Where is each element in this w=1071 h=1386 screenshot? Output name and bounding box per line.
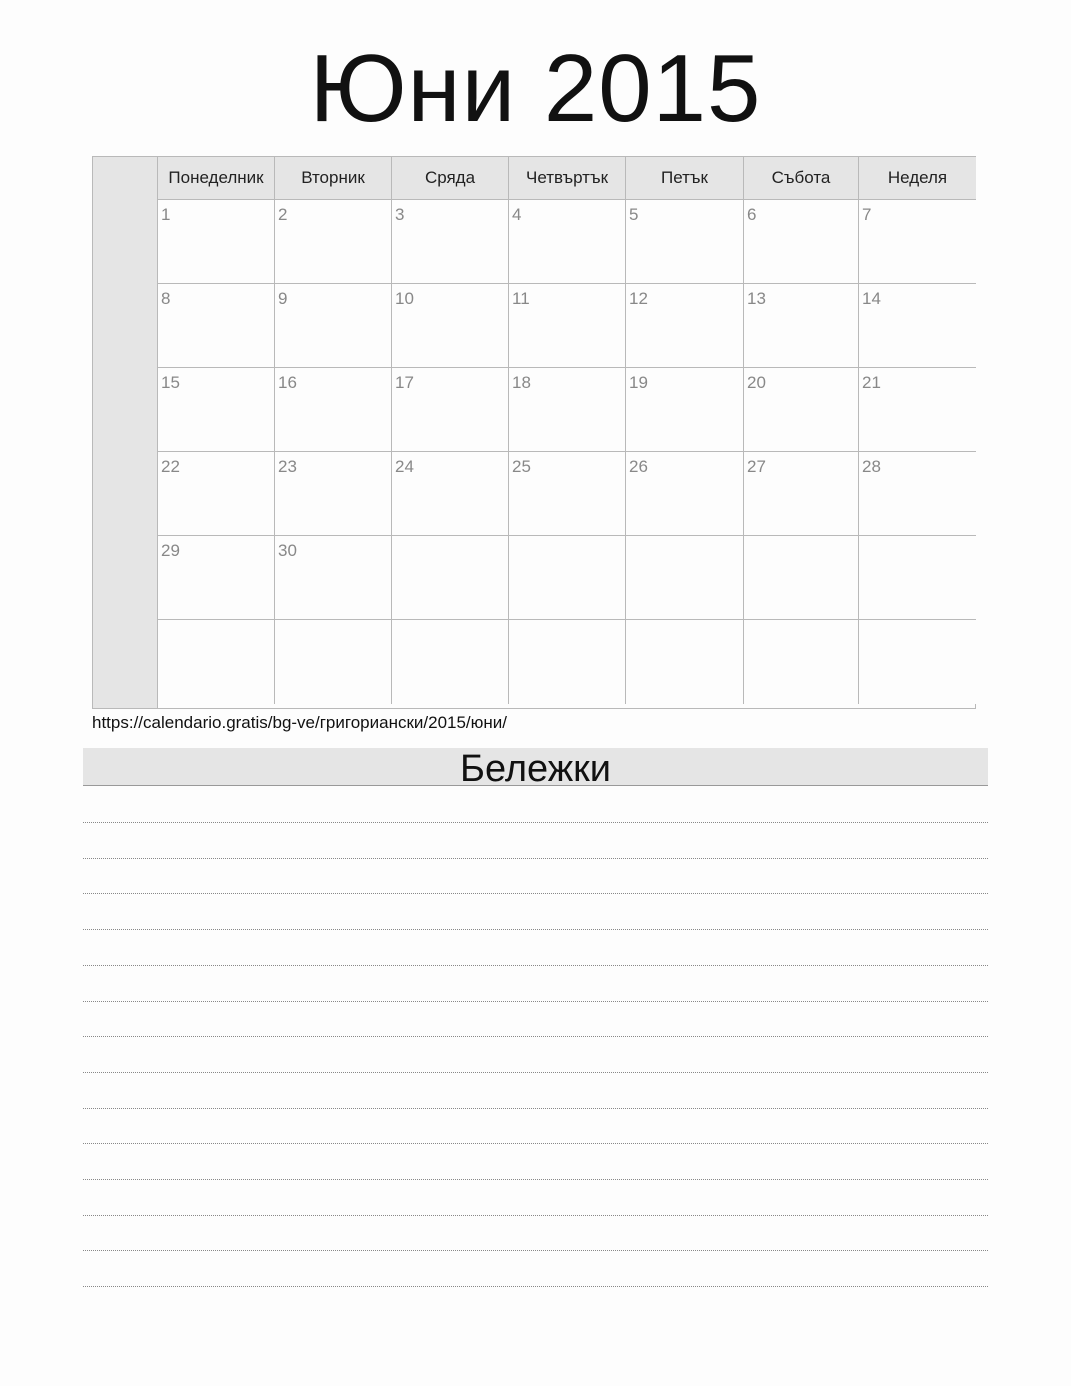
note-line[interactable]	[83, 1286, 988, 1287]
day-cell[interactable]	[392, 536, 509, 619]
day-cell[interactable]	[744, 200, 859, 283]
day-cell[interactable]	[744, 368, 859, 451]
calendar-weeks	[158, 200, 976, 704]
day-cell[interactable]	[158, 200, 275, 283]
week-row	[158, 536, 976, 620]
day-cell[interactable]	[626, 284, 744, 367]
day-cell[interactable]	[509, 620, 626, 704]
day-number: 28	[862, 457, 881, 476]
day-number: 1	[161, 205, 171, 224]
weekday-header: Четвъртък	[509, 157, 626, 199]
day-number: 11	[512, 289, 530, 308]
weekday-header: Събота	[744, 157, 859, 199]
day-number: 12	[629, 289, 648, 308]
day-number: 30	[278, 541, 297, 560]
note-line[interactable]	[83, 1001, 988, 1002]
day-cell[interactable]	[275, 368, 392, 451]
week-row	[158, 620, 976, 704]
day-cell[interactable]	[859, 284, 976, 367]
day-cell[interactable]	[158, 368, 275, 451]
day-cell[interactable]	[158, 452, 275, 535]
day-cell[interactable]	[859, 620, 976, 704]
day-cell[interactable]	[392, 452, 509, 535]
day-cell[interactable]	[859, 452, 976, 535]
day-number: 17	[395, 373, 414, 392]
day-cell[interactable]	[275, 200, 392, 283]
week-number-column	[93, 157, 158, 708]
day-cell[interactable]	[859, 536, 976, 619]
note-line[interactable]	[83, 1215, 988, 1216]
day-cell[interactable]	[275, 452, 392, 535]
note-line[interactable]	[83, 822, 988, 823]
day-cell[interactable]	[744, 620, 859, 704]
day-number: 5	[629, 205, 639, 224]
day-number: 2	[278, 205, 288, 224]
day-cell[interactable]	[158, 620, 275, 704]
day-number: 22	[161, 457, 180, 476]
day-cell[interactable]	[392, 368, 509, 451]
note-line[interactable]	[83, 858, 988, 859]
day-number: 6	[747, 205, 757, 224]
day-cell[interactable]	[275, 284, 392, 367]
day-number: 13	[747, 289, 766, 308]
calendar-grid	[92, 156, 976, 709]
note-line[interactable]	[83, 1179, 988, 1180]
note-line[interactable]	[83, 1108, 988, 1109]
day-number: 21	[862, 373, 881, 392]
day-cell[interactable]	[509, 284, 626, 367]
weekday-header: Петък	[626, 157, 744, 199]
day-cell[interactable]	[158, 284, 275, 367]
day-number: 4	[512, 205, 522, 224]
day-number: 10	[395, 289, 414, 308]
week-row	[158, 452, 976, 536]
week-row	[158, 368, 976, 452]
day-cell[interactable]	[392, 284, 509, 367]
day-number: 8	[161, 289, 171, 308]
day-number: 15	[161, 373, 180, 392]
day-cell[interactable]	[509, 452, 626, 535]
day-cell[interactable]	[626, 452, 744, 535]
day-number: 24	[395, 457, 414, 476]
day-number: 16	[278, 373, 297, 392]
note-line[interactable]	[83, 1143, 988, 1144]
day-number: 26	[629, 457, 648, 476]
weekday-header: Вторник	[275, 157, 392, 199]
weekday-header-row	[158, 157, 976, 200]
weekday-header: Понеделник	[158, 157, 275, 199]
day-cell[interactable]	[275, 536, 392, 619]
day-cell[interactable]	[626, 368, 744, 451]
page-title: Юни 2015	[309, 35, 762, 142]
weekday-header: Сряда	[392, 157, 509, 199]
day-cell[interactable]	[392, 200, 509, 283]
day-cell[interactable]	[744, 452, 859, 535]
day-number: 23	[278, 457, 297, 476]
day-number: 27	[747, 457, 766, 476]
day-cell[interactable]	[626, 536, 744, 619]
day-number: 19	[629, 373, 648, 392]
day-cell[interactable]	[626, 200, 744, 283]
day-cell[interactable]	[509, 536, 626, 619]
day-number: 25	[512, 457, 531, 476]
note-line[interactable]	[83, 1036, 988, 1037]
day-cell[interactable]	[859, 368, 976, 451]
day-number: 3	[395, 205, 405, 224]
note-line[interactable]	[83, 965, 988, 966]
day-cell[interactable]	[509, 368, 626, 451]
day-cell[interactable]	[509, 200, 626, 283]
day-cell[interactable]	[158, 536, 275, 619]
source-url: https://calendario.gratis/bg-ve/григориански/2015/юни/	[92, 713, 508, 732]
note-line[interactable]	[83, 1072, 988, 1073]
note-line[interactable]	[83, 893, 988, 894]
week-row	[158, 200, 976, 284]
day-number: 7	[862, 205, 872, 224]
day-number: 14	[862, 289, 881, 308]
day-number: 9	[278, 289, 288, 308]
note-line[interactable]	[83, 929, 988, 930]
day-cell[interactable]	[744, 284, 859, 367]
day-cell[interactable]	[626, 620, 744, 704]
week-row	[158, 284, 976, 368]
day-number: 18	[512, 373, 531, 392]
note-line[interactable]	[83, 1250, 988, 1251]
day-cell[interactable]	[275, 620, 392, 704]
day-cell[interactable]	[859, 200, 976, 283]
day-number: 29	[161, 541, 180, 560]
day-number: 20	[747, 373, 766, 392]
notes-heading: Бележки	[83, 748, 988, 786]
day-cell[interactable]	[744, 536, 859, 619]
weekday-header: Неделя	[887, 168, 948, 187]
day-cell[interactable]	[392, 620, 509, 704]
